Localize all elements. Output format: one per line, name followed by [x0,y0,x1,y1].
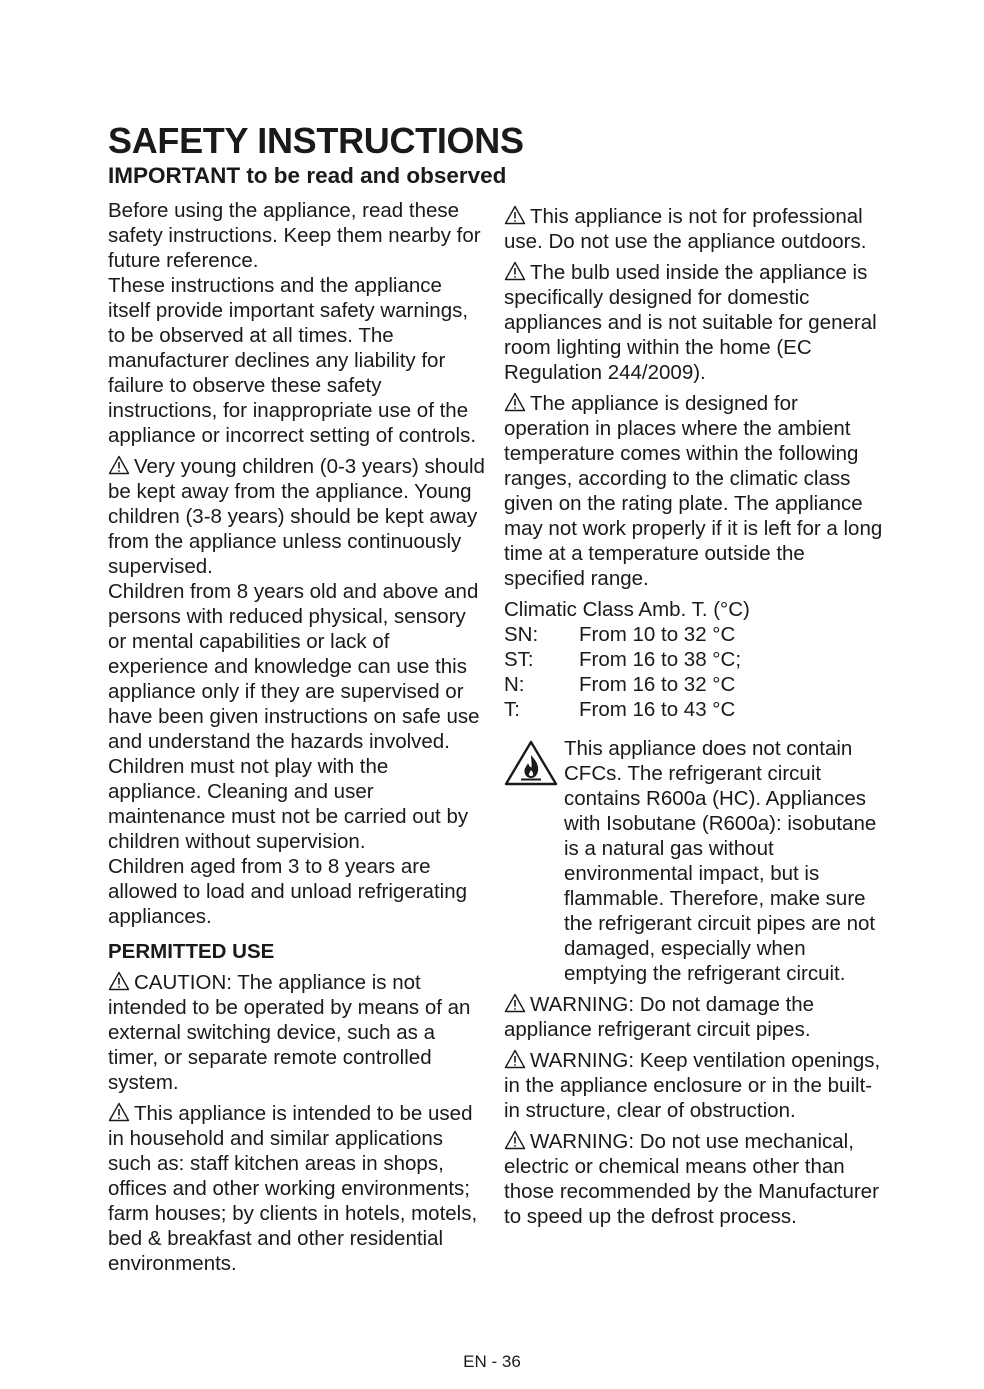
climate-class: T: [504,698,520,721]
table-row [504,697,750,722]
ambient-text: The appliance is designed for operation in places where the ambient temperature comes within the following ranges, according to the climatic class given on the rating plate. The appliance may not work properly if it is left for a long time at a temperature outside the specified range. [504,392,883,590]
warning-pipes-text: WARNING: Do not damage the appliance refrigerant circuit pipes. [504,993,815,1041]
bulb-text: The bulb used inside the appliance is specifically designed for domestic appliances and is not suitable for general room lighting within the home (EC Regulation 244/2009). [504,261,877,384]
warning-defrost [504,1129,884,1229]
climate-class: SN: [504,623,539,646]
climate-class-table [504,597,750,722]
warning-triangle-icon [504,1049,526,1069]
flammable-notice [504,736,884,986]
professional-warning [504,204,884,254]
warning-ventilation [504,1048,884,1123]
climate-header-row [504,597,750,622]
warning-triangle-icon [108,1102,130,1122]
right-column [504,204,884,1229]
left-column [108,198,486,1276]
climate-range: From 16 to 43 °C [579,698,736,721]
professional-text: This appliance is not for professional use. Do not use the appliance outdoors. [504,205,867,253]
climate-class: ST: [504,648,534,671]
children-warning-text: Very young children (0-3 years) should be kept away from the appliance. Young children (3-8 years) should be kept away from the appliance unless continuously supervised. [108,455,485,578]
warning-triangle-icon [108,971,130,991]
caution-text: CAUTION: The appliance is not intended to be operated by means of an external switching device, such as a timer, or separate remote controlled system. [108,971,471,1094]
children-paragraph: Children from 8 years old and above and persons with reduced physical, sensory or mental capabilities or lack of experience and knowledge can use this appliance only if they are supervised or have been given instructions on safe use and understand the hazards involved. Children must not play with the appliance. Cleaning and user maintenance must not be carried out by children without supervision. [108,580,480,853]
warning-triangle-icon [504,261,526,281]
bulb-warning [504,260,884,385]
warning-triangle-icon [504,392,526,412]
household-warning [108,1101,486,1276]
warning-triangle-icon [504,993,526,1013]
caution-warning [108,970,486,1095]
warning-triangle-icon [504,205,526,225]
table-row [504,672,750,697]
intro-paragraph: Before using the appliance, read these safety instructions. Keep them nearby for future reference. [108,199,481,272]
flammable-text: This appliance does not contain CFCs. The refrigerant circuit contains R600a (HC). Appliances with Isobutane (R600a): isobutane is a natural gas without environmental impact, but is flammable. Therefore, make sure the refrigerant circuit pipes are not damaged, especially when emptying the refrigerant circuit. [564,737,877,985]
flammable-warning-icon [504,740,558,786]
page-number: EN - 36 [463,1352,521,1371]
climate-class: N: [504,673,525,696]
warning-triangle-icon [108,455,130,475]
page-title: SAFETY INSTRUCTIONS [108,120,524,161]
children-warning [108,454,486,579]
permitted-use-heading: PERMITTED USE [108,940,275,963]
climate-range: From 10 to 32 °C [579,623,736,646]
warning-ventilation-text: WARNING: Keep ventilation openings, in the appliance enclosure or in the built-in structure, clear of obstruction. [504,1049,881,1122]
warning-defrost-text: WARNING: Do not use mechanical, electric or chemical means other than those recommended by the Manufacturer to speed up the defrost process. [504,1130,879,1228]
warning-triangle-icon [504,1130,526,1150]
climate-range: From 16 to 32 °C [579,673,736,696]
intro-paragraph-2: These instructions and the appliance itself provide important safety warnings, to be observed at all times. The manufacturer declines any liability for failure to observe these safety instructions, for inappropriate use of the appliance or incorrect setting of controls. [108,274,477,447]
page-subtitle: IMPORTANT to be read and observed [108,163,507,188]
ambient-warning [504,391,884,591]
household-text: This appliance is intended to be used in household and similar applications such as: staff kitchen areas in shops, offices and other working environments; farm houses; by clients in hotels, motels, bed & breakfast and other residential environments. [108,1102,478,1275]
table-row [504,647,750,672]
warning-pipes [504,992,884,1042]
children-loading-paragraph: Children aged from 3 to 8 years are allowed to load and unload refrigerating appliances. [108,855,468,928]
climate-range: From 16 to 38 °C; [579,648,742,671]
table-row [504,622,750,647]
climate-header: Climatic Class Amb. T. (°C) [504,598,750,621]
